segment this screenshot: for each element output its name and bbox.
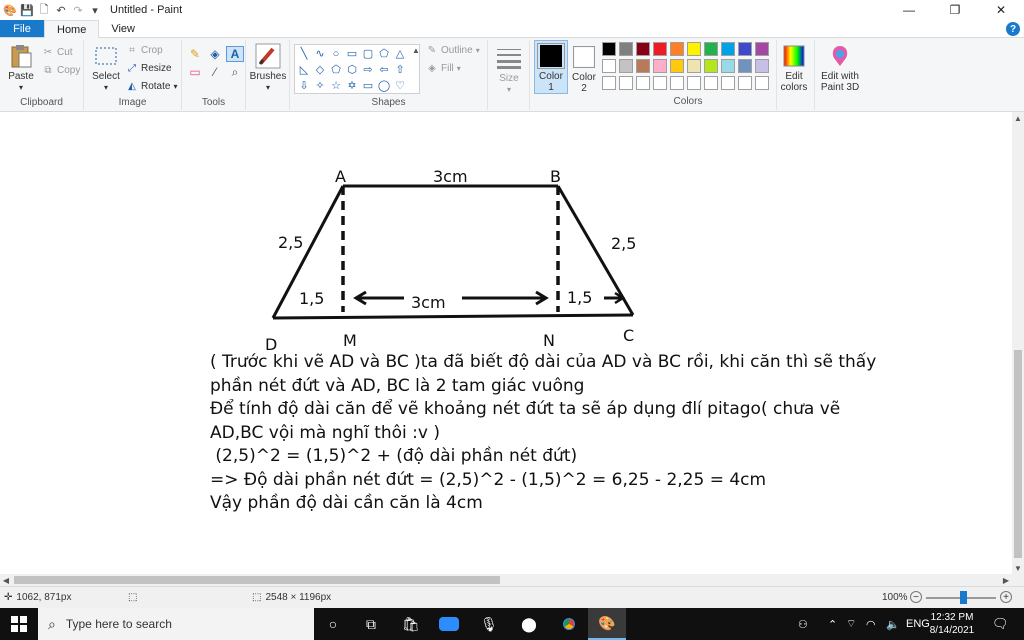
- help-icon[interactable]: ?: [1006, 22, 1020, 36]
- brushes-button[interactable]: Brushes ▾: [250, 42, 286, 93]
- palette-color-swatch[interactable]: [738, 42, 752, 56]
- fill-button[interactable]: ◈ Fill ▾: [426, 62, 461, 74]
- resize-button[interactable]: ⤢ Resize: [128, 62, 172, 74]
- line-width-icon: [494, 44, 524, 72]
- taskbar-search-box[interactable]: [38, 608, 314, 640]
- eraser-icon[interactable]: ▭: [189, 65, 201, 79]
- horizontal-scrollbar[interactable]: [0, 574, 1012, 586]
- fill-icon: ◈: [428, 62, 436, 74]
- heart-shape-icon[interactable]: ♡: [395, 79, 405, 92]
- rotate-icon: ◭: [128, 80, 136, 92]
- palette-color-swatch[interactable]: [721, 42, 735, 56]
- magnifier-icon[interactable]: ⌕: [231, 64, 239, 79]
- clock-date: 8/14/2021: [929, 625, 975, 636]
- select-rectangle-icon: [91, 42, 121, 70]
- shapes-gallery: [294, 44, 420, 94]
- zoom-app-icon[interactable]: [430, 608, 468, 640]
- zoom-slider-thumb[interactable]: [960, 591, 967, 604]
- ribbon: [0, 38, 1024, 112]
- undo-icon[interactable]: ↶: [56, 4, 66, 17]
- crop-icon: ⌗: [129, 44, 135, 56]
- taskbar-clock[interactable]: [924, 611, 980, 637]
- text-line: Để tính độ dài căn để vẽ khoảng nét đứt ta sẽ áp dụng đlí pitago( chưa vẽ: [210, 399, 841, 419]
- store-icon[interactable]: 🛍: [402, 615, 420, 632]
- palette-color-swatch[interactable]: [704, 42, 718, 56]
- palette-color-swatch[interactable]: [687, 59, 701, 73]
- palette-color-swatch[interactable]: [721, 76, 735, 90]
- scroll-left-icon[interactable]: ◀: [2, 575, 10, 585]
- segment-dc: [273, 315, 633, 318]
- search-placeholder: Type here to search: [65, 617, 172, 631]
- copy-icon: ⧉: [44, 64, 52, 76]
- up-arrow-shape-icon[interactable]: ⇧: [395, 63, 405, 76]
- tools-group-label: Tools: [201, 97, 226, 108]
- customize-qat-icon[interactable]: ▾: [92, 4, 98, 17]
- media-app-icon[interactable]: 🎙: [480, 615, 498, 632]
- right-arrow-shape-icon[interactable]: ⇨: [363, 63, 373, 76]
- palette-color-swatch[interactable]: [704, 59, 718, 73]
- size-group: [488, 40, 530, 110]
- scissors-icon: ✂: [43, 46, 53, 58]
- tab-file[interactable]: File: [0, 20, 44, 37]
- color-wheel-icon: [779, 42, 809, 70]
- five-point-star-shape-icon[interactable]: ☆: [331, 79, 341, 92]
- outline-icon: ✎: [427, 44, 437, 56]
- image-group: [84, 40, 182, 110]
- cursor-position-icon: ✛: [4, 592, 13, 603]
- shapes-group-label: Shapes: [371, 97, 406, 108]
- cortana-icon[interactable]: ○: [328, 616, 338, 632]
- pencil-icon[interactable]: ✎: [189, 47, 201, 61]
- palette-color-swatch[interactable]: [602, 42, 616, 56]
- drawing-canvas[interactable]: [0, 112, 1012, 574]
- label-a: A: [335, 167, 346, 186]
- paint-taskbar-icon[interactable]: 🎨: [588, 608, 626, 640]
- vertical-scrollbar[interactable]: [1012, 112, 1024, 574]
- window-title: Untitled - Paint: [110, 4, 183, 16]
- new-file-icon[interactable]: 🗋: [39, 3, 49, 16]
- cut-button[interactable]: ✂ Cut: [43, 46, 73, 58]
- palette-color-swatch[interactable]: [721, 59, 735, 73]
- save-icon[interactable]: 💾: [20, 4, 34, 17]
- canvas-size-icon: ⬚: [252, 592, 262, 603]
- label-left-side: 2,5: [278, 233, 304, 252]
- shapes-group: [290, 40, 488, 110]
- scroll-up-icon[interactable]: ▲: [1014, 113, 1022, 123]
- palette-color-swatch[interactable]: [670, 42, 684, 56]
- paint-app-icon[interactable]: 🎨: [3, 4, 17, 17]
- palette-color-swatch[interactable]: [670, 59, 684, 73]
- notifications-icon[interactable]: 🗨: [992, 616, 1009, 631]
- vertical-scroll-thumb[interactable]: [1014, 350, 1022, 558]
- label-right-side: 2,5: [611, 234, 637, 253]
- down-arrow-shape-icon[interactable]: ⇩: [299, 79, 309, 92]
- label-b: B: [550, 167, 561, 186]
- close-button[interactable]: ✕: [995, 3, 1007, 17]
- label-n: N: [543, 331, 555, 350]
- label-d: D: [265, 335, 278, 354]
- hexagon-shape-icon[interactable]: ⬡: [347, 63, 357, 76]
- palette-color-swatch[interactable]: [687, 42, 701, 56]
- palette-color-swatch[interactable]: [653, 59, 667, 73]
- palette-color-swatch[interactable]: [619, 59, 633, 73]
- status-bar: [0, 586, 1024, 608]
- callout-oval-shape-icon[interactable]: ◯: [377, 79, 391, 92]
- polygon-shape-icon[interactable]: ⬠: [379, 47, 389, 60]
- palette-color-swatch[interactable]: [755, 59, 769, 73]
- start-button[interactable]: [0, 608, 38, 640]
- text-line: AD,BC vội mà nghĩ thôi :v ): [210, 422, 440, 443]
- search-icon: ⌕: [48, 615, 56, 632]
- input-language[interactable]: ENG: [906, 618, 930, 630]
- select-button[interactable]: Select ▾: [90, 42, 122, 93]
- crop-button[interactable]: ⌗ Crop: [126, 44, 163, 56]
- minimize-button[interactable]: —: [903, 3, 915, 17]
- paste-label: Paste: [8, 71, 34, 82]
- title-bar: [0, 0, 1024, 20]
- resize-icon: ⤢: [128, 62, 136, 74]
- explanation-text: [210, 351, 970, 516]
- cursor-position: 1062, 871px: [16, 592, 72, 603]
- fill-bucket-icon[interactable]: ◈: [210, 47, 220, 61]
- size-button[interactable]: Size ▾: [492, 44, 526, 95]
- tray-expand-icon[interactable]: ⌃: [828, 618, 838, 631]
- edit-colors-button[interactable]: Edit colors: [778, 42, 810, 93]
- palette-color-swatch[interactable]: [602, 59, 616, 73]
- palette-color-swatch[interactable]: [704, 76, 718, 90]
- colors-group-label: Colors: [673, 96, 703, 107]
- palette-color-swatch[interactable]: [670, 76, 684, 90]
- tab-home[interactable]: Home: [44, 20, 99, 38]
- redo-icon[interactable]: ↷: [73, 4, 83, 17]
- left-arrow-shape-icon[interactable]: ⇦: [379, 63, 389, 76]
- four-point-star-shape-icon[interactable]: ✧: [315, 79, 325, 92]
- palette-color-swatch[interactable]: [653, 42, 667, 56]
- edit-with-paint3d-button[interactable]: Edit with Paint 3D: [818, 42, 862, 93]
- color2-button[interactable]: Color 2: [568, 42, 600, 94]
- task-view-icon[interactable]: ⧉: [366, 615, 376, 632]
- label-right-base: 1,5: [567, 288, 593, 307]
- palette-color-swatch[interactable]: [636, 59, 650, 73]
- image-group-label: Image: [118, 97, 147, 108]
- label-m: M: [343, 331, 357, 350]
- tab-view[interactable]: View: [111, 22, 135, 35]
- six-point-star-shape-icon[interactable]: ✡: [347, 79, 357, 92]
- shapes-scroll-icon[interactable]: ▲: [412, 46, 420, 55]
- palette-color-swatch[interactable]: [619, 76, 633, 90]
- brushes-group: [246, 40, 290, 110]
- palette-color-swatch[interactable]: [755, 76, 769, 90]
- windows-logo-icon: [11, 616, 27, 632]
- clipboard-group: [0, 40, 84, 110]
- label-middle-length: 3cm: [411, 293, 446, 312]
- maximize-button[interactable]: ❐: [949, 3, 961, 17]
- scroll-right-icon[interactable]: ▶: [1002, 575, 1010, 585]
- callout-rect-shape-icon[interactable]: ▭: [362, 79, 374, 92]
- palette-color-swatch[interactable]: [738, 76, 752, 90]
- text-line: Vậy phần độ dài cần căn là 4cm: [210, 493, 483, 513]
- zoom-level: 100%: [882, 592, 908, 603]
- line-shape-icon[interactable]: ╲: [300, 47, 308, 60]
- oval-shape-icon[interactable]: ○: [332, 47, 340, 60]
- clock-time: 12:32 PM: [930, 612, 974, 623]
- horizontal-scroll-thumb[interactable]: [14, 576, 500, 584]
- volume-icon[interactable]: 🔈: [886, 618, 900, 631]
- color1-swatch: [540, 45, 562, 67]
- zoom-in-icon[interactable]: +: [1000, 591, 1012, 603]
- text-tool-icon[interactable]: A: [226, 46, 244, 62]
- color-picker-icon[interactable]: ⁄: [213, 65, 216, 79]
- palette-color-swatch[interactable]: [602, 76, 616, 90]
- quick-access-toolbar: [0, 3, 102, 17]
- diamond-shape-icon[interactable]: ◇: [315, 63, 325, 76]
- rotate-button[interactable]: ◭ Rotate ▾: [126, 80, 177, 92]
- palette-color-swatch[interactable]: [755, 42, 769, 56]
- label-c: C: [623, 326, 635, 345]
- label-left-base: 1,5: [299, 289, 325, 308]
- copy-button[interactable]: ⧉ Copy: [42, 64, 80, 76]
- palette-color-swatch[interactable]: [687, 76, 701, 90]
- color2-swatch: [575, 48, 593, 66]
- text-line: => Độ dài phần nét đứt = (2,5)^2 - (1,5)^2 = 6,25 - 2,25 = 4cm: [210, 469, 767, 490]
- network-icon[interactable]: ⌔: [846, 618, 857, 630]
- ribbon-tabs: [0, 20, 1024, 38]
- text-line: ( Trước khi vẽ AD và BC )ta đã biết độ dài của AD và BC rồi, khi căn thì sẽ thấy: [210, 352, 877, 372]
- right-triangle-shape-icon[interactable]: ◺: [299, 63, 309, 76]
- rounded-rectangle-shape-icon[interactable]: ▢: [362, 47, 374, 60]
- color-palette: [602, 42, 769, 90]
- pentagon-shape-icon[interactable]: ⬠: [331, 63, 341, 76]
- paste-icon: [6, 42, 36, 70]
- brush-icon: [253, 42, 283, 70]
- rectangle-shape-icon[interactable]: ▭: [346, 47, 358, 60]
- outline-button[interactable]: ✎ Outline ▾: [427, 44, 480, 56]
- text-line: phần nét đứt và AD, BC là 2 tam giác vuông: [210, 375, 585, 396]
- palette-color-swatch[interactable]: [636, 76, 650, 90]
- curve-shape-icon[interactable]: ∿: [315, 47, 325, 60]
- windows-taskbar: [0, 608, 1024, 640]
- canvas-size: 2548 × 1196px: [265, 592, 332, 603]
- palette-color-swatch[interactable]: [636, 42, 650, 56]
- paste-button[interactable]: Paste ▾: [4, 42, 38, 93]
- chrome-icon[interactable]: [550, 608, 588, 640]
- people-icon[interactable]: ⚇: [798, 618, 808, 631]
- wifi-icon[interactable]: ◠: [866, 618, 876, 631]
- triangle-shape-icon[interactable]: △: [395, 47, 405, 60]
- tools-group: [182, 40, 246, 110]
- text-line: (2,5)^2 = (1,5)^2 + (độ dài phần nét đứt): [210, 446, 578, 466]
- clipboard-group-label: Clipboard: [20, 97, 63, 108]
- palette-color-swatch[interactable]: [619, 42, 633, 56]
- scroll-down-icon[interactable]: ▼: [1014, 563, 1022, 573]
- selection-size-icon: ⬚: [128, 592, 138, 603]
- paint3d-icon: [825, 42, 855, 70]
- palette-color-swatch[interactable]: [653, 76, 667, 90]
- color1-button[interactable]: Color 1: [534, 40, 568, 94]
- palette-color-swatch[interactable]: [738, 59, 752, 73]
- video-app-icon[interactable]: ⬤: [521, 615, 537, 632]
- label-top-length: 3cm: [433, 167, 468, 186]
- zoom-out-icon[interactable]: −: [910, 591, 922, 603]
